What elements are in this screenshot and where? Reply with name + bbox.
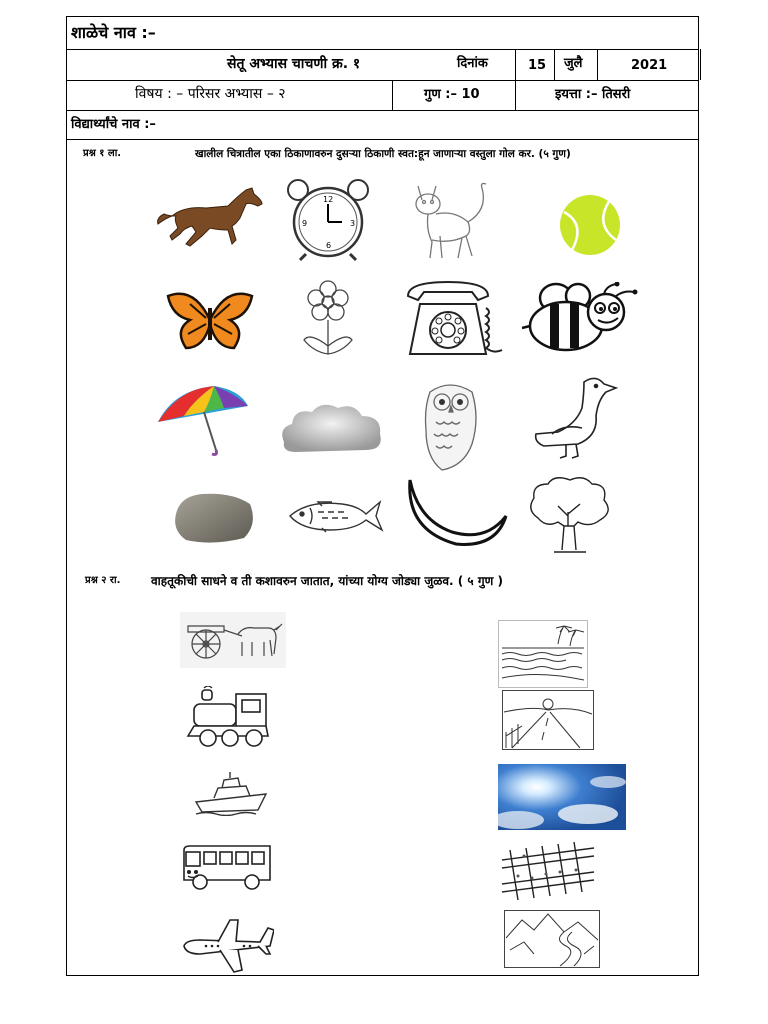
crescent-moon-picture[interactable] xyxy=(404,476,508,548)
grade: इयत्ता :– तिसरी xyxy=(555,87,631,102)
umbrella-picture[interactable] xyxy=(154,384,250,456)
bullock-cart-picture[interactable] xyxy=(180,612,286,668)
duck-picture[interactable] xyxy=(532,376,620,460)
alarm-clock-picture[interactable] xyxy=(280,178,376,262)
rule xyxy=(700,49,701,80)
railway-track-picture[interactable] xyxy=(498,840,598,902)
date-month: जुलै xyxy=(564,56,583,71)
question2-number: प्रश्न २ रा. xyxy=(85,575,121,586)
rock-picture[interactable] xyxy=(172,490,258,546)
test-title: सेतू अभ्यास चाचणी क्र. १ xyxy=(227,56,361,72)
rule xyxy=(67,110,698,111)
rule xyxy=(515,49,516,80)
rule xyxy=(554,49,555,80)
sky-picture[interactable] xyxy=(498,764,626,830)
bus-picture[interactable] xyxy=(180,842,274,892)
subject: विषय : – परिसर अभ्यास – २ xyxy=(135,86,286,102)
train-engine-picture[interactable] xyxy=(186,686,272,748)
telephone-picture[interactable] xyxy=(402,278,508,364)
mountain-road-picture[interactable] xyxy=(504,910,600,968)
tree-picture[interactable] xyxy=(524,476,614,556)
fish-picture[interactable] xyxy=(288,498,384,534)
svg-text:6: 6 xyxy=(326,241,332,250)
horse-picture[interactable] xyxy=(154,184,266,256)
question1-text: खालील चित्रातील एका ठिकाणावरुन दुसऱ्या ठिकाणी स्वत:हून जाणाऱ्या वस्तुला गोल कर. (५ गुण) xyxy=(195,148,571,160)
cat-picture[interactable] xyxy=(410,180,496,264)
rule xyxy=(67,80,698,81)
student-name-label: विद्यार्थ्यांचे नाव :– xyxy=(71,117,156,132)
airplane-picture[interactable] xyxy=(180,916,274,976)
svg-text:3: 3 xyxy=(350,219,356,228)
marks: गुण :– 10 xyxy=(424,87,480,102)
owl-picture[interactable] xyxy=(420,378,482,472)
svg-text:9: 9 xyxy=(302,219,308,228)
butterfly-picture[interactable] xyxy=(164,290,256,352)
date-label: दिनांक xyxy=(457,56,488,71)
svg-text:12: 12 xyxy=(323,195,334,204)
rule xyxy=(67,49,698,50)
flower-picture[interactable] xyxy=(296,280,360,358)
rule xyxy=(515,80,516,110)
ship-picture[interactable] xyxy=(194,770,270,816)
rule xyxy=(597,49,598,80)
date-day: 15 xyxy=(528,58,547,73)
question1-number: प्रश्न १ ला. xyxy=(83,148,122,159)
date-year: 2021 xyxy=(631,58,668,73)
school-name-label: शाळेचे नाव :– xyxy=(71,23,156,42)
tennis-ball-picture[interactable] xyxy=(558,194,622,256)
sea-shore-picture[interactable] xyxy=(498,620,588,688)
bee-picture[interactable] xyxy=(520,282,642,358)
rule xyxy=(67,139,698,140)
rule xyxy=(392,80,393,110)
cloud-picture[interactable] xyxy=(278,398,386,456)
road-picture[interactable] xyxy=(502,690,594,750)
question2-text: वाहतूकीची साधने व ती कशावरुन जातात, यांच्या योग्य जोड्या जुळव. ( ५ गुण ) xyxy=(151,574,503,588)
